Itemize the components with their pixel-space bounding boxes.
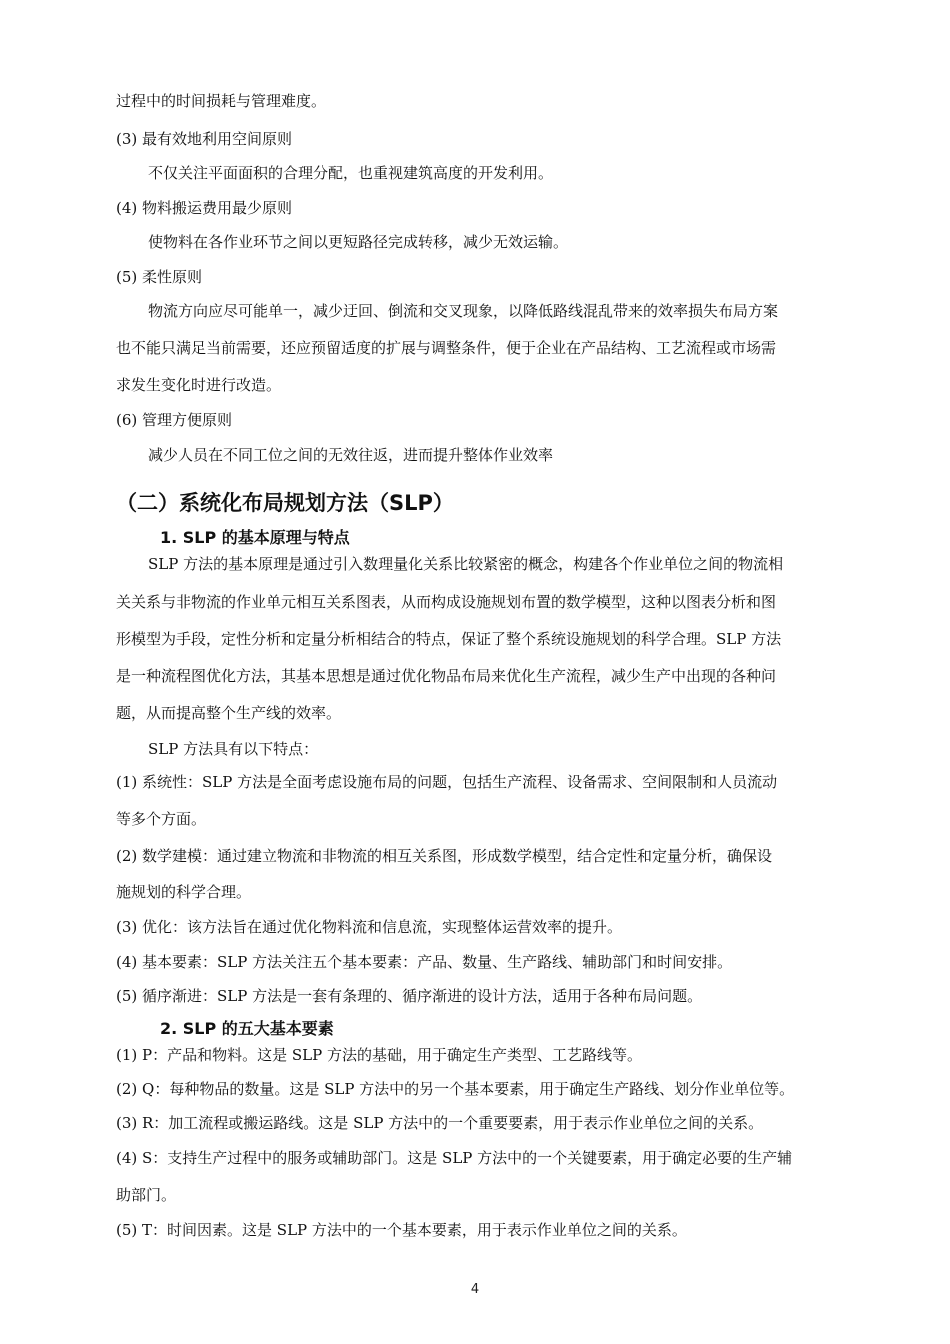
paragraph-line: SLP 方法的基本原理是通过引入数理量化关系比较紧密的概念，构建各个作业单位之间的物流相 bbox=[148, 555, 784, 573]
list-item-continuation: 等多个方面。 bbox=[116, 810, 207, 828]
paragraph-line: 是一种流程图优化方法，其基本思想是通过优化物品布局来优化生产流程，减少生产中出现的各种问 bbox=[116, 667, 777, 685]
paragraph-line: 不仅关注平面面积的合理分配，也重视建筑高度的开发利用。 bbox=[148, 164, 554, 182]
paragraph-line: 过程中的时间损耗与管理难度。 bbox=[116, 92, 327, 110]
paragraph-line: 关关系与非物流的作业单元相互关系图表，从而构成设施规划布置的数学模型，这种以图表分析和图 bbox=[116, 593, 777, 611]
list-item: (3) R：加工流程或搬运路线。这是 SLP 方法中的一个重要要素，用于表示作业单位之间的关系。 bbox=[116, 1114, 764, 1132]
section-heading: （二）系统化布局规划方法（SLP） bbox=[116, 491, 454, 515]
paragraph-line: 使物料在各作业环节之间以更短路径完成转移，减少无效运输。 bbox=[148, 233, 569, 251]
list-item: (4) 基本要素：SLP 方法关注五个基本要素：产品、数量、生产路线、辅助部门和时间安排。 bbox=[116, 953, 733, 971]
list-item: (2) 数学建模：通过建立物流和非物流的相互关系图，形成数学模型，结合定性和定量分析，确保设 bbox=[116, 847, 773, 865]
list-item-continuation: 助部门。 bbox=[116, 1186, 177, 1204]
list-item-heading: (6) 管理方便原则 bbox=[116, 411, 233, 429]
subsection-heading: 1. SLP 的基本原理与特点 bbox=[160, 528, 350, 547]
subsection-heading: 2. SLP 的五大基本要素 bbox=[160, 1019, 334, 1038]
list-item: (5) 循序渐进：SLP 方法是一套有条理的、循序渐进的设计方法，适用于各种布局问题。 bbox=[116, 987, 703, 1005]
list-item-heading: (4) 物料搬运费用最少原则 bbox=[116, 199, 293, 217]
list-item: (1) 系统性：SLP 方法是全面考虑设施布局的问题，包括生产流程、设备需求、空间限制和人员流动 bbox=[116, 773, 778, 791]
paragraph-line: 形模型为手段，定性分析和定量分析相结合的特点，保证了整个系统设施规划的科学合理。SLP 方法 bbox=[116, 630, 782, 648]
list-item: (3) 优化：该方法旨在通过优化物料流和信息流，实现整体运营效率的提升。 bbox=[116, 918, 623, 936]
list-item-heading: (5) 柔性原则 bbox=[116, 268, 203, 286]
paragraph-line: 也不能只满足当前需要，还应预留适度的扩展与调整条件，便于企业在产品结构、工艺流程或市场需 bbox=[116, 339, 777, 357]
paragraph-line: 物流方向应尽可能单一，减少迂回、倒流和交叉现象，以降低路线混乱带来的效率损失布局方案 bbox=[148, 302, 779, 320]
list-item: (2) Q：每种物品的数量。这是 SLP 方法中的另一个基本要素，用于确定生产路线、划分作业单位等。 bbox=[116, 1080, 795, 1098]
page-number: 4 bbox=[470, 1282, 480, 1297]
paragraph-line: SLP 方法具有以下特点： bbox=[148, 740, 319, 758]
list-item-continuation: 施规划的科学合理。 bbox=[116, 883, 252, 901]
paragraph-line: 题，从而提高整个生产线的效率。 bbox=[116, 704, 342, 722]
list-item: (5) T：时间因素。这是 SLP 方法中的一个基本要素，用于表示作业单位之间的关系。 bbox=[116, 1221, 687, 1239]
paragraph-line: 减少人员在不同工位之间的无效往返，进而提升整体作业效率 bbox=[148, 446, 554, 464]
list-item: (4) S：支持生产过程中的服务或辅助部门。这是 SLP 方法中的一个关键要素，用于确定必要的生产辅 bbox=[116, 1149, 793, 1167]
list-item: (1) P：产品和物料。这是 SLP 方法的基础，用于确定生产类型、工艺路线等。 bbox=[116, 1046, 642, 1064]
paragraph-line: 求发生变化时进行改造。 bbox=[116, 376, 282, 394]
list-item-heading: (3) 最有效地利用空间原则 bbox=[116, 130, 293, 148]
